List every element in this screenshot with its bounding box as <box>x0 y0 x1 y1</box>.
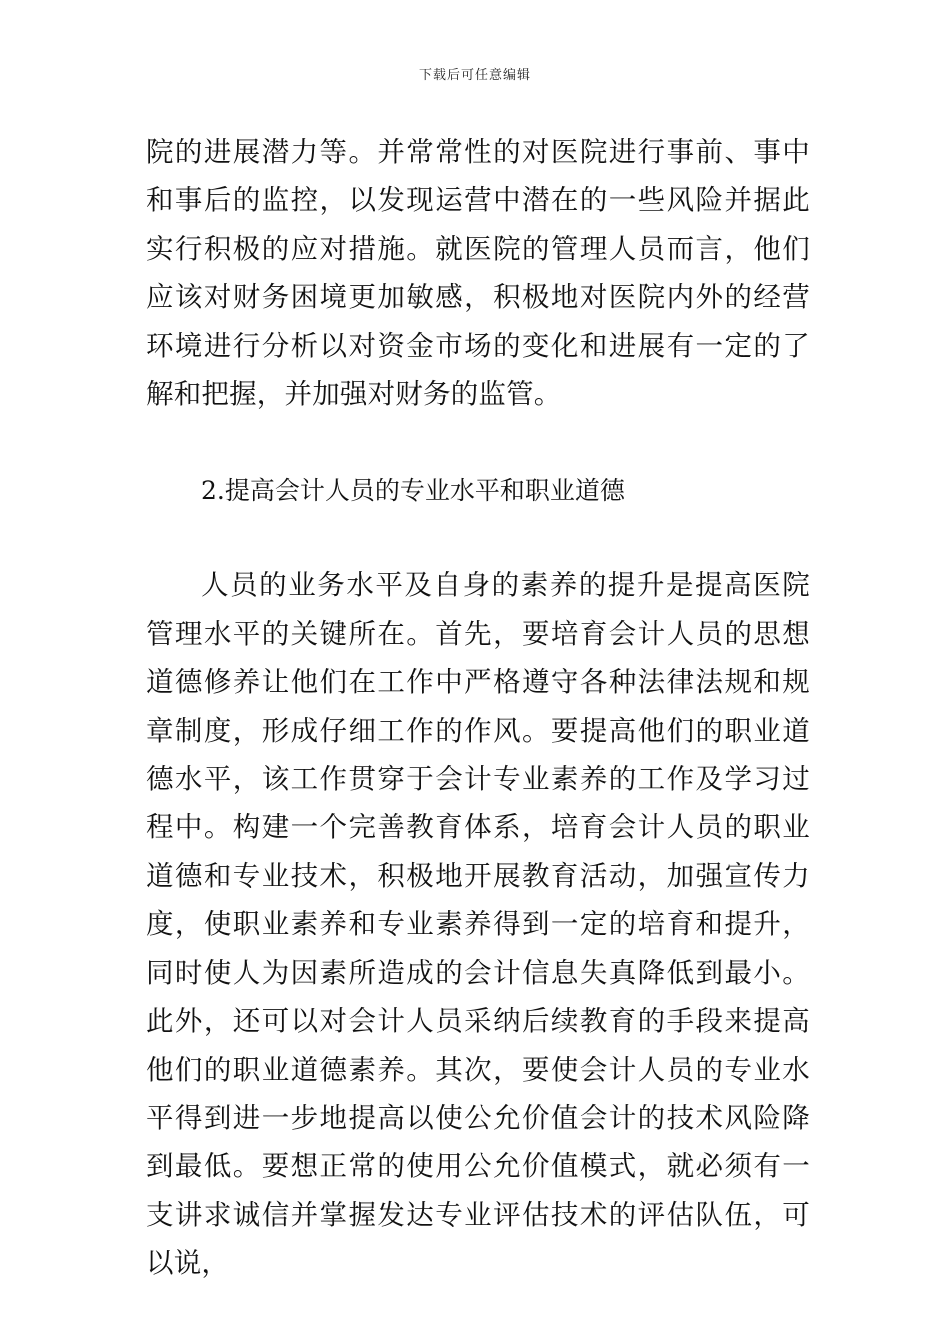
page-header-note: 下载后可任意编辑 <box>418 68 531 83</box>
section-heading: 2.提高会计人员的专业水平和职业道德 <box>201 476 625 506</box>
paragraph-body: 人员的业务水平及自身的素养的提升是提高医院管理水平的关键所在。首先，要培育会计人员的思想道德修养让他们在工作中严格遵守各种法律法规和规章制度，形成仔细工作的作风。要提高他们的职业道德水平，该工作贯穿于会计专业素养的工作及学习过程中。构建一个完善教育体系，培育会计人员的职业道德和专业技术，积极地开展教育活动，加强宣传力度，使职业素养和专业素养得到一定的培育和提升，同时使人为因素所造成的会计信息失真降低到最小。此外，还可以对会计人员采纳后续教育的手段来提高他们的职业道德素养。其次，要使会计人员的专业水平得到进一步地提高以使公允价值会计的技术风险降到最低。要想正常的使用公允价值模式，就必须有一支讲求诚信并掌握发达专业评估技术的评估队伍，可以说， <box>146 569 810 1280</box>
paragraph-continued: 院的进展潜力等。并常常性的对医院进行事前、事中和事后的监控，以发现运营中潜在的一些风险并据此实行积极的应对措施。就医院的管理人员而言，他们应该对财务困境更加敏感，积极地对医院内外的经营环境进行分析以对资金市场的变化和进展有一定的了解和把握，并加强对财务的监管。 <box>146 136 810 411</box>
document-body <box>146 128 810 1288</box>
paragraph-spacer <box>146 418 810 467</box>
paragraph-spacer <box>146 515 810 561</box>
